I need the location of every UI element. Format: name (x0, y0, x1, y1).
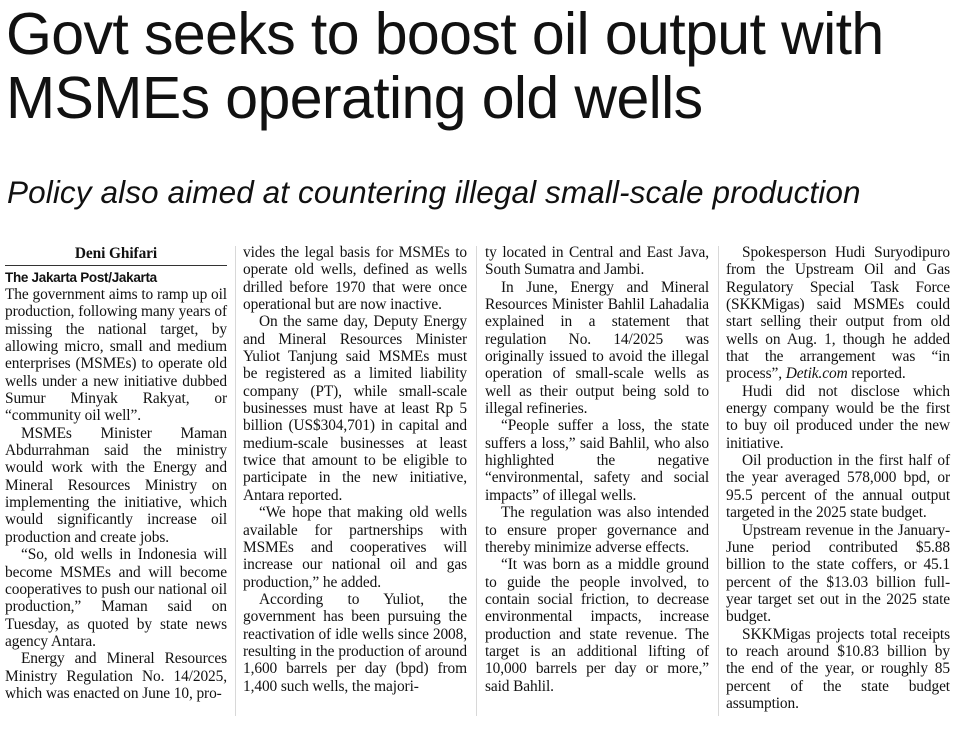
article-column-2 (243, 244, 467, 695)
column-divider (235, 246, 236, 716)
article-column-3 (485, 244, 709, 695)
paragraph: “People suffer a loss, the state suffers a loss,” said Bahlil, who also highlighted the negative “environmental, safety and social impacts” of illegal wells. (485, 417, 709, 504)
paragraph (726, 244, 950, 383)
column-divider (476, 246, 477, 716)
article-column-1 (5, 244, 227, 702)
paragraph: Oil production in the first half of the year averaged 578,000 bpd, or 95.5 percent of the annual output targeted in the 2025 state budget. (726, 452, 950, 522)
paragraph: ty located in Central and East Java, South Sumatra and Jambi. (485, 244, 709, 279)
paragraph: In June, Energy and Mineral Resources Minister Bahlil Lahadalia explained in a statement that regulation No. 14/2025 was originally issued to avoid the illegal operation of small-scale wells as well as their output being sold to illegal refineries. (485, 278, 709, 418)
paragraph: vides the legal basis for MSMEs to operate old wells, defined as wells drilled before 1970 that were once operational but are now inactive. (243, 244, 467, 314)
deck-subheadline: Policy also aimed at countering illegal small-scale production (7, 174, 861, 210)
article-column-4 (726, 244, 950, 712)
paragraph: The government aims to ramp up oil production, following many years of missing the national target, by allowing micro, small and medium enterprises (MSMEs) to operate old wells under a new initiative dubbed Sumur Minyak Rakyat, or “community oil well”. (5, 286, 227, 425)
paragraph: On the same day, Deputy Energy and Mineral Resources Minister Yuliot Tanjung said MSMEs must be registered as a limited liability company (PT), while small-scale businesses must have at least Rp 5 billion (US$304,701) in capital and medium-scale businesses at least twice that amount to be eligible to participate in the new initiative, Antara reported. (243, 313, 467, 504)
publication-name: Detik.com (785, 365, 848, 383)
paragraph: MSMEs Minister Maman Abdurrahman said the ministry would work with the Energy and Mineral Resources Ministry on implementing the initiative, which would significantly increase oil production and create jobs. (5, 424, 227, 546)
paragraph: Hudi did not disclose which energy company would be the first to buy oil produced under the new initiative. (726, 382, 950, 452)
byline: Deni Ghifari (5, 244, 227, 266)
paragraph: “So, old wells in Indonesia will become MSMEs and will become cooperatives to push our national oil production,” Maman said on Tuesday, as quoted by state news agency Antara. (5, 546, 227, 650)
source-credit: The Jakarta Post/Jakarta (5, 270, 157, 285)
paragraph: According to Yuliot, the government has been pursuing the reactivation of idle wells since 2008, resulting in the production of around 1,600 barrels per day (bpd) from 1,400 such wells, the majori- (243, 590, 467, 695)
paragraph: Energy and Mineral Resources Ministry Regulation No. 14/2025, which was enacted on June 10, pro- (5, 650, 227, 702)
paragraph: Upstream revenue in the January-June period contributed $5.88 billion to the state coffers, or 45.1 percent of the $13.03 billion full-year target set out in the 2025 state budget. (726, 521, 950, 626)
paragraph: “We hope that making old wells available for partnerships with MSMEs and cooperatives will increase our national oil and gas production,” he added. (243, 504, 467, 591)
headline: Govt seeks to boost oil output with MSMEs operating old wells (6, 1, 884, 131)
paragraph-text: reported. (847, 365, 906, 383)
paragraph: The regulation was also intended to ensure proper governance and thereby minimize adverse effects. (485, 504, 709, 556)
paragraph-text: Spokesperson Hudi Suryodipuro from the Upstream Oil and Gas Regulatory Special Task Force (SKKMigas) said MSMEs could start selling their output from old wells on Aug. 1, though he added that the arrangement was “in process”, (726, 244, 950, 383)
paragraph: “It was born as a middle ground to guide the people involved, to contain social friction, to decrease environmental impacts, increase production and state revenue. The target is an additional lifting of 10,000 barrels per day or more,” said Bahlil. (485, 556, 709, 695)
paragraph: SKKMigas projects total receipts to reach around $10.83 billion by the end of the year, or roughly 85 percent of the state budget assumption. (726, 625, 950, 712)
column-divider (718, 246, 719, 716)
